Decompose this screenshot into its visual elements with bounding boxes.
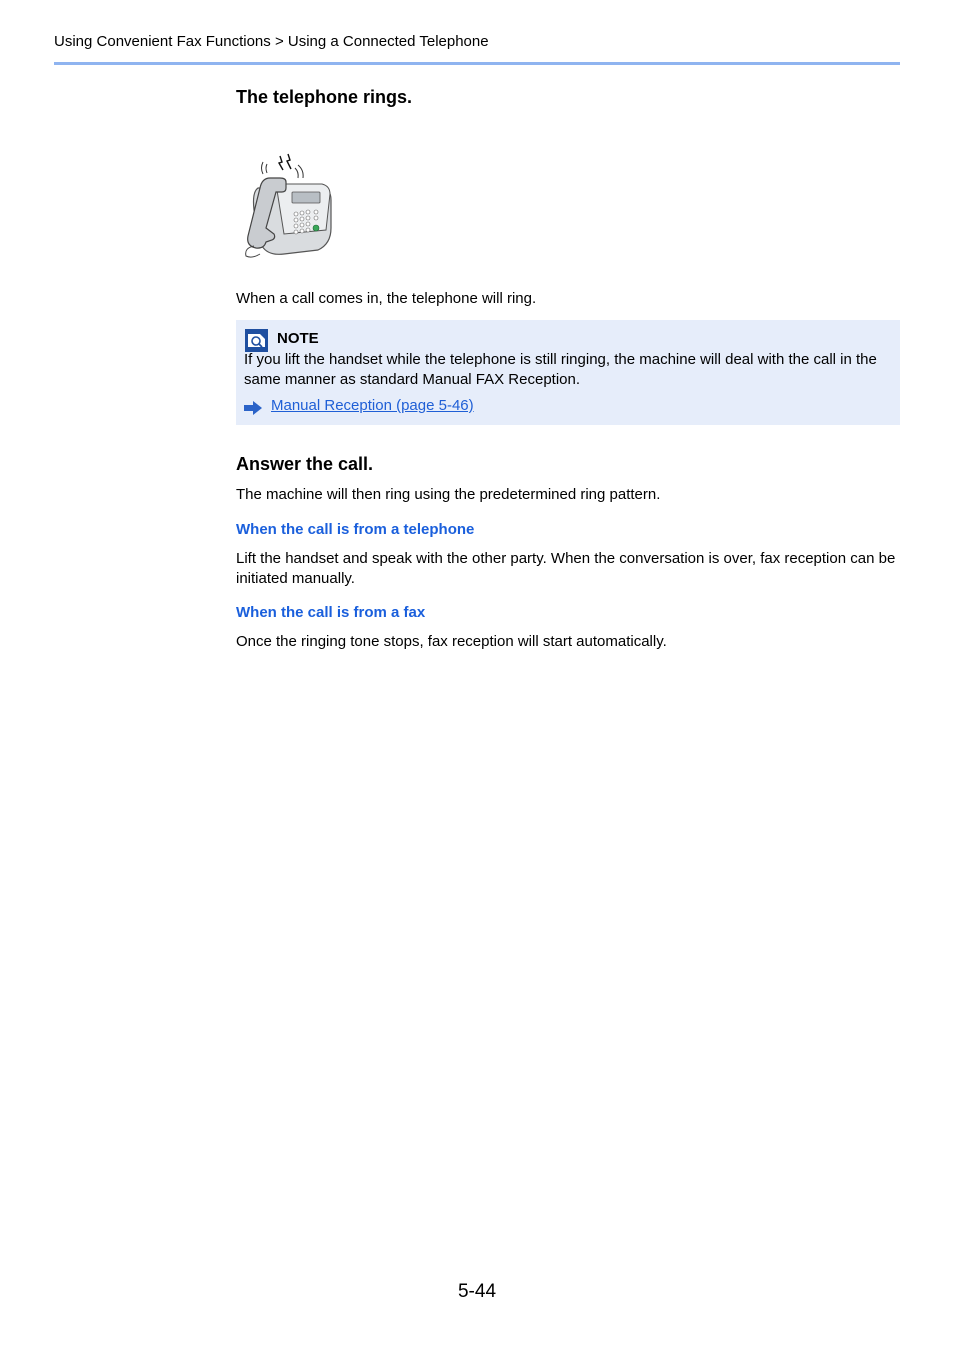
step-title-answer-call: Answer the call. (236, 454, 374, 474)
subhead-call-from-telephone: When the call is from a telephone (236, 521, 475, 538)
case-text-telephone: Lift the handset and speak with the other party. When the conversation is over, fax reception can be initiated manually. (236, 550, 896, 587)
step-description-ring: When a call comes in, the telephone will ring. (236, 290, 537, 307)
note-title: NOTE (277, 330, 319, 347)
step-description-answer: The machine will then ring using the predetermined ring pattern. (236, 486, 661, 503)
ringing-telephone-icon (236, 148, 336, 260)
note-icon (245, 329, 268, 352)
breadcrumb: Using Convenient Fax Functions > Using a Connected Telephone (54, 33, 489, 50)
page-number: 5-44 (457, 1281, 497, 1302)
note-box (236, 320, 900, 425)
arrow-right-icon (244, 401, 262, 415)
step-title-telephone-rings: The telephone rings. (236, 87, 413, 107)
header-divider (54, 62, 900, 65)
manual-reception-link[interactable]: Manual Reception (page 5-46) (271, 397, 474, 414)
subhead-call-from-fax: When the call is from a fax (236, 604, 426, 621)
case-text-fax: Once the ringing tone stops, fax reception will start automatically. (236, 633, 667, 650)
note-text: If you lift the handset while the telephone is still ringing, the machine will deal with the call in the same manner as standard Manual FAX Reception. (244, 351, 877, 388)
